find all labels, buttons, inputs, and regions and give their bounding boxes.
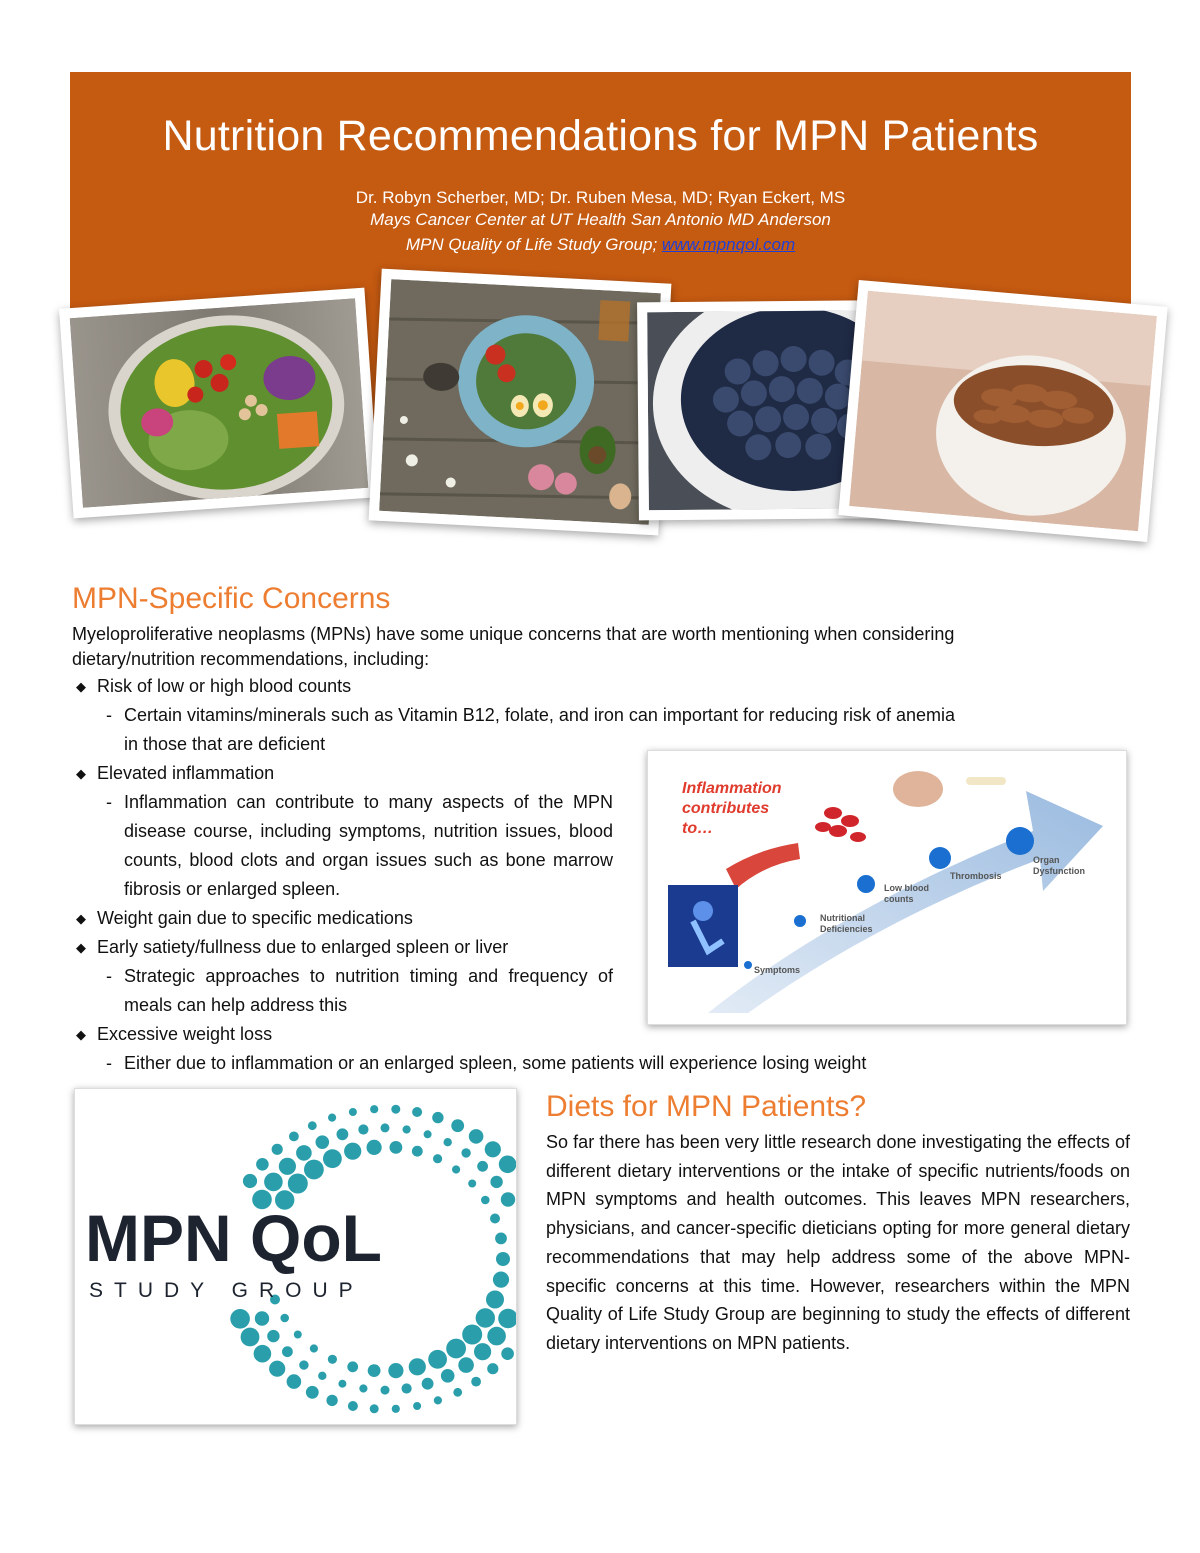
logo-dot bbox=[428, 1350, 447, 1369]
logo-dot bbox=[381, 1123, 390, 1132]
bone-icon bbox=[966, 777, 1006, 785]
logo-dot bbox=[402, 1383, 412, 1393]
dash-bullet: - bbox=[106, 966, 112, 986]
bullet-weight-loss: ◆ Excessive weight loss bbox=[76, 1020, 272, 1049]
stage-dot-3 bbox=[929, 847, 951, 869]
logo-dot bbox=[287, 1374, 302, 1389]
logo-dot bbox=[485, 1141, 501, 1157]
logo-dot bbox=[446, 1339, 466, 1359]
logo-dot bbox=[269, 1361, 285, 1377]
logo-sub-text: STUDY GROUP bbox=[89, 1279, 364, 1302]
logo-dot bbox=[441, 1369, 455, 1383]
logo-dot bbox=[452, 1165, 460, 1173]
logo-dot bbox=[432, 1112, 443, 1123]
logo-dot bbox=[381, 1386, 390, 1395]
logo-dot bbox=[328, 1114, 336, 1122]
logo-dot bbox=[326, 1395, 337, 1406]
logo-dot bbox=[344, 1143, 361, 1160]
logo-dot bbox=[501, 1347, 514, 1360]
bullet-blood-counts: ◆ Risk of low or high blood counts bbox=[76, 672, 351, 701]
logo-dot bbox=[359, 1384, 367, 1392]
logo-main-text: MPN QoL bbox=[85, 1201, 382, 1275]
diamond-bullet-icon: ◆ bbox=[76, 1027, 86, 1042]
logo-dot bbox=[444, 1138, 452, 1146]
logo-dot bbox=[493, 1272, 509, 1288]
diamond-bullet-icon: ◆ bbox=[76, 911, 86, 926]
logo-dot bbox=[458, 1357, 474, 1373]
logo-dot bbox=[413, 1402, 421, 1410]
brain-icon bbox=[893, 771, 943, 807]
stage-dot-2 bbox=[857, 875, 875, 893]
logo-dot bbox=[328, 1355, 337, 1364]
logo-dot bbox=[318, 1372, 326, 1380]
logo-dot bbox=[348, 1401, 358, 1411]
logo-dot bbox=[367, 1140, 382, 1155]
logo-dot bbox=[272, 1144, 283, 1155]
stage-dot-4 bbox=[1006, 827, 1034, 855]
logo-dot bbox=[241, 1328, 260, 1347]
logo-dot bbox=[392, 1405, 400, 1413]
blood-cells-icon bbox=[815, 807, 866, 842]
logo-dot bbox=[477, 1161, 488, 1172]
plate-table-photo bbox=[369, 269, 672, 536]
stage-label-0: Symptoms bbox=[754, 965, 801, 975]
blood-vessel-icon bbox=[726, 843, 800, 889]
bullet-early-satiety: ◆ Early satiety/fullness due to enlarged spleen or liver bbox=[76, 933, 508, 962]
almonds-photo bbox=[838, 280, 1167, 542]
diamond-bullet-icon: ◆ bbox=[76, 766, 86, 781]
logo-dot bbox=[308, 1121, 317, 1130]
logo-dot bbox=[486, 1291, 504, 1309]
logo-dot bbox=[294, 1331, 302, 1339]
stage-label-1: Nutritional Deficiencies bbox=[820, 913, 873, 934]
stage-dot-1 bbox=[794, 915, 806, 927]
stage-label-3: Thrombosis bbox=[950, 871, 1002, 881]
logo-dot bbox=[462, 1325, 482, 1345]
website-link[interactable]: www.mpnqol.com bbox=[661, 235, 796, 254]
sub-early-satiety: - Strategic approaches to nutrition timing and frequency of meals can help address this bbox=[124, 962, 613, 1020]
logo-dot bbox=[496, 1252, 510, 1266]
dash-bullet: - bbox=[106, 1053, 112, 1073]
logo-dot bbox=[310, 1344, 318, 1352]
logo-dot bbox=[490, 1214, 500, 1224]
logo-dot bbox=[370, 1105, 378, 1113]
logo-dot bbox=[461, 1148, 470, 1157]
diets-body: So far there has been very little research done investigating the effects of different dietary interventions or the intake of specific nutrients/foods on MPN symptoms and health outcomes. This leaves MPN researchers, physicians, and cancer-specific dieticians opting for more general dietary recommendations that may help address some of the above MPN-specific concerns at this time. However, researchers within the MPN Quality of Life Study Group are beginning to study the effects of different dietary interventions on MPN patients. bbox=[546, 1132, 1130, 1353]
logo-dot bbox=[279, 1158, 296, 1175]
logo-dot bbox=[468, 1180, 476, 1188]
logo-dot bbox=[412, 1146, 423, 1157]
logo-dot bbox=[288, 1174, 308, 1194]
logo-dot bbox=[469, 1129, 484, 1144]
diamond-bullet-icon: ◆ bbox=[76, 679, 86, 694]
logo-dot bbox=[267, 1330, 279, 1342]
logo-dot bbox=[306, 1386, 319, 1399]
logo-dot bbox=[481, 1196, 490, 1205]
logo-dot bbox=[255, 1311, 269, 1325]
logo-dot bbox=[338, 1380, 346, 1388]
logo-dot bbox=[347, 1361, 358, 1372]
sub-inflammation: - Inflammation can contribute to many aspects of the MPN disease course, including symptoms, nutrition issues, blood counts, blood clots and organ issues such as bone marrow fibrosis or enlarged spleen. bbox=[124, 788, 613, 904]
logo-dot bbox=[337, 1128, 349, 1140]
logo-dot bbox=[433, 1154, 442, 1163]
logo-dot bbox=[424, 1130, 432, 1138]
sub-weight-loss: - Either due to inflammation or an enlarged spleen, some patients will experience losing weight bbox=[124, 1049, 1132, 1078]
dash-bullet: - bbox=[106, 705, 112, 725]
logo-dot bbox=[495, 1233, 507, 1245]
authors-line: Dr. Robyn Scherber, MD; Dr. Ruben Mesa, MD; Ryan Eckert, MS bbox=[355, 188, 846, 207]
concerns-intro-line1: Myeloproliferative neoplasms (MPNs) have some unique concerns that are worth mentioning when considering bbox=[72, 624, 955, 644]
logo-dot bbox=[490, 1176, 502, 1188]
logo-dot bbox=[323, 1149, 342, 1168]
stage-label-2: Low blood counts bbox=[884, 883, 929, 904]
logo-dot bbox=[453, 1388, 462, 1397]
dash-bullet: - bbox=[106, 792, 112, 812]
logo-dot bbox=[368, 1364, 381, 1377]
logo-dot bbox=[409, 1358, 426, 1375]
diets-heading: Diets for MPN Patients? bbox=[546, 1090, 867, 1123]
logo-dot bbox=[349, 1108, 357, 1116]
logo-dot bbox=[254, 1345, 272, 1363]
stage-dot-0 bbox=[744, 961, 752, 969]
logo-dot bbox=[358, 1124, 368, 1134]
logo-dot bbox=[487, 1327, 506, 1346]
logo-dot bbox=[304, 1160, 324, 1180]
logo-dot bbox=[296, 1145, 312, 1161]
figure-title: Inflammation contributes to… bbox=[682, 780, 782, 837]
salad-bowl-photo bbox=[59, 288, 379, 519]
logo-dot bbox=[289, 1132, 299, 1142]
body-pain-icon bbox=[668, 885, 738, 967]
logo-dot bbox=[403, 1125, 411, 1133]
logo-dot bbox=[487, 1363, 498, 1374]
inflammation-figure bbox=[647, 750, 1127, 1025]
page-title: Nutrition Recommendations for MPN Patients bbox=[162, 112, 1039, 160]
logo-dot bbox=[370, 1404, 379, 1413]
logo-dot bbox=[264, 1173, 283, 1192]
study-group-label: MPN Quality of Life Study Group; bbox=[405, 235, 662, 254]
affiliation-line: Mays Cancer Center at UT Health San Antonio MD Anderson bbox=[370, 210, 831, 229]
logo-dot bbox=[499, 1156, 516, 1174]
logo-dot bbox=[243, 1174, 257, 1188]
logo-dot bbox=[256, 1158, 269, 1171]
logo-dot bbox=[422, 1378, 434, 1390]
concerns-intro-line2: dietary/nutrition recommendations, including: bbox=[72, 649, 430, 669]
logo-dot bbox=[498, 1309, 516, 1329]
bullet-weight-gain: ◆ Weight gain due to specific medications bbox=[76, 904, 413, 933]
logo-dot bbox=[501, 1192, 515, 1206]
mpn-qol-logo-box bbox=[74, 1088, 517, 1425]
diamond-bullet-icon: ◆ bbox=[76, 940, 86, 955]
logo-dot bbox=[412, 1107, 422, 1117]
logo-dot bbox=[280, 1314, 289, 1323]
logo-dot bbox=[388, 1363, 403, 1378]
logo-dot bbox=[434, 1396, 442, 1404]
logo-dot bbox=[474, 1343, 491, 1360]
logo-dot bbox=[230, 1309, 250, 1329]
bullet-inflammation: ◆ Elevated inflammation bbox=[76, 759, 274, 788]
study-group-line bbox=[70, 235, 1131, 255]
sub-blood-counts-cont: in those that are deficient bbox=[124, 734, 326, 754]
logo-dot bbox=[282, 1346, 293, 1357]
logo-dot bbox=[471, 1377, 481, 1387]
logo-dot bbox=[390, 1141, 403, 1154]
logo-dot bbox=[451, 1119, 464, 1132]
logo-dot bbox=[391, 1105, 400, 1114]
sub-blood-counts: - Certain vitamins/minerals such as Vitamin B12, folate, and iron can important for reducing risk of anemia bbox=[124, 701, 1132, 730]
stage-label-4: Organ Dysfunction bbox=[1033, 855, 1086, 876]
logo-dot bbox=[476, 1308, 495, 1327]
logo-dot bbox=[316, 1135, 330, 1149]
logo-dot bbox=[299, 1360, 308, 1369]
concerns-heading: MPN-Specific Concerns bbox=[72, 582, 391, 615]
